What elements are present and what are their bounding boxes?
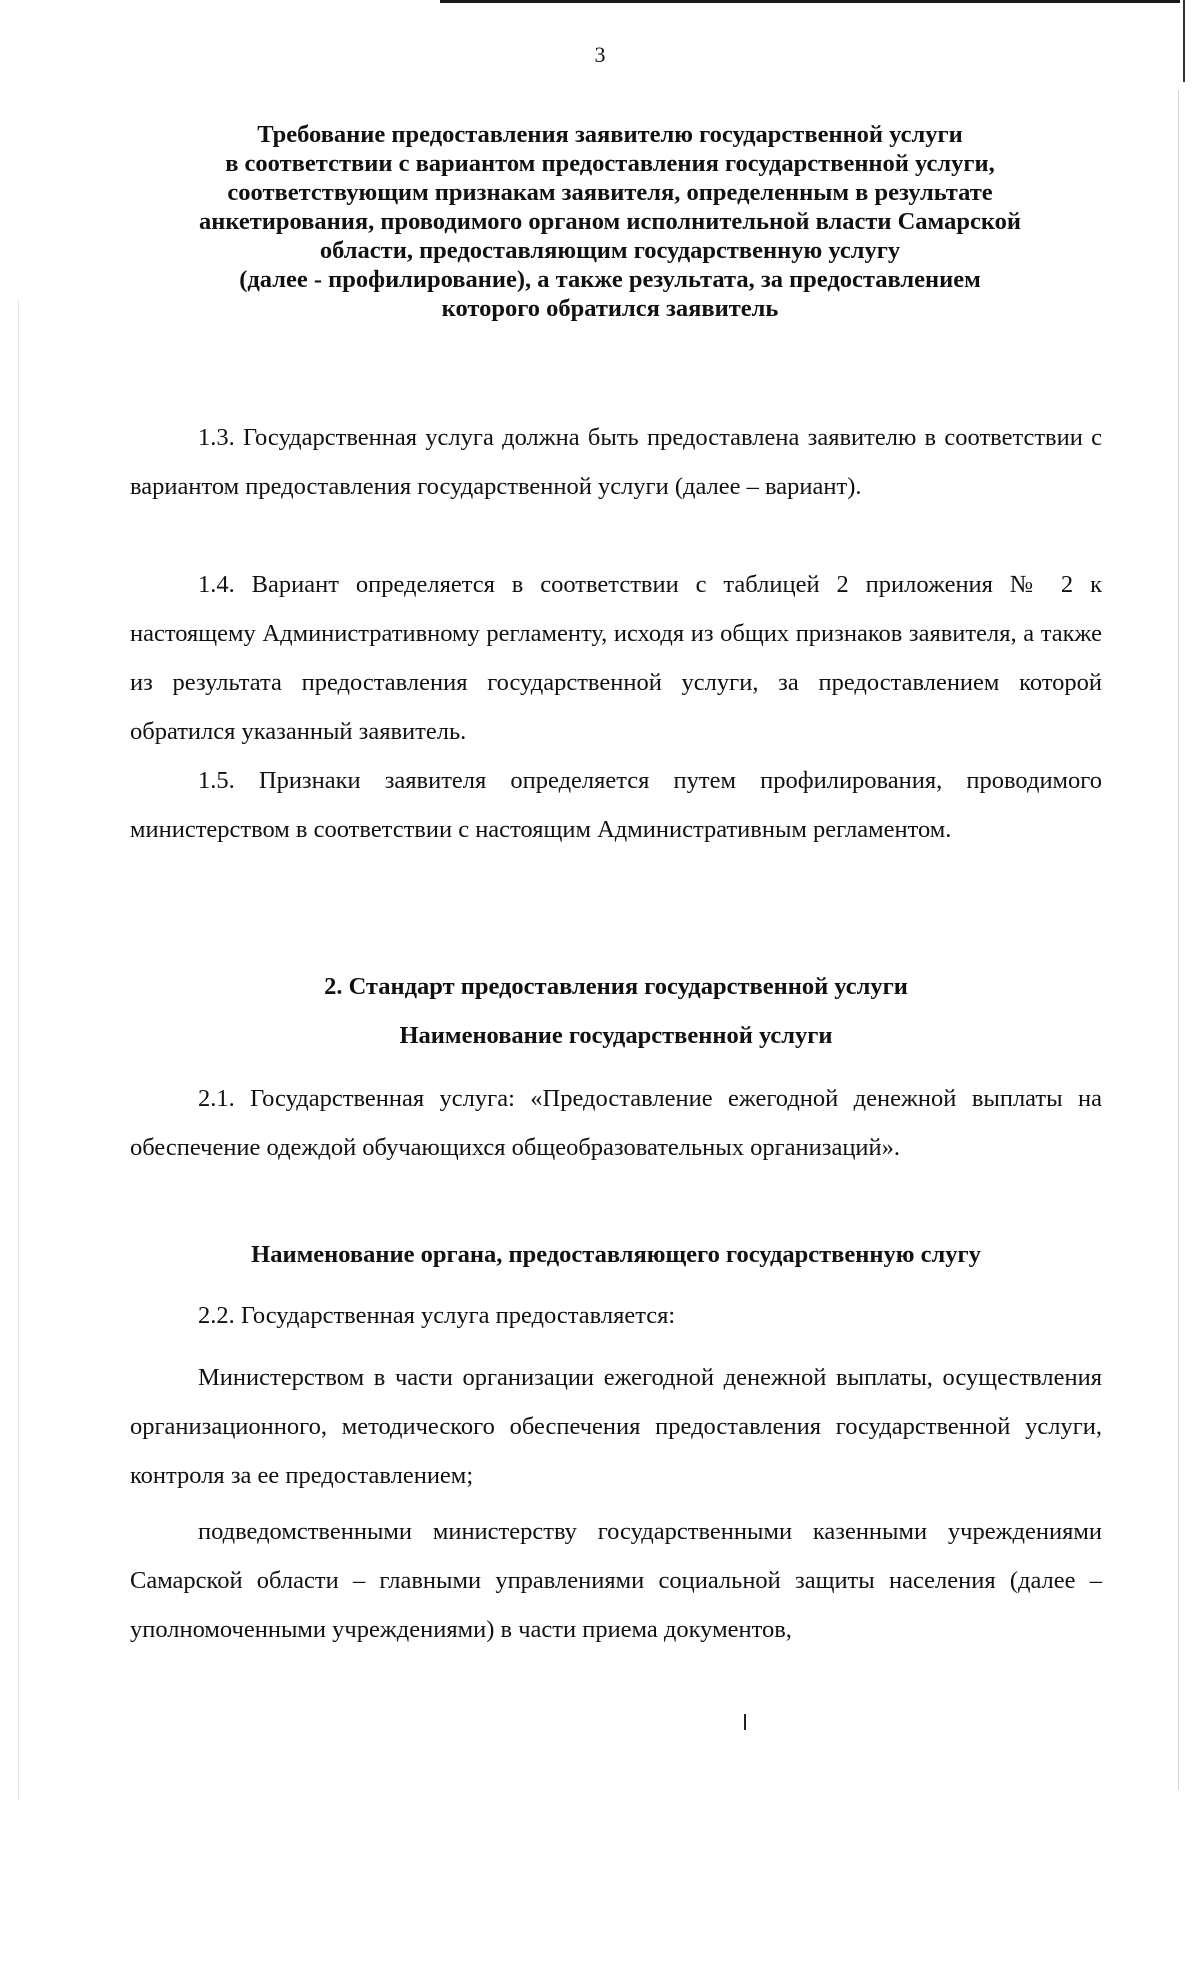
scan-mark (744, 1714, 746, 1730)
paragraph-subordinate: подведомственными министерству государственными казенными учреждениями Самарской области – главными управлениями социальной защиты населения (далее – уполномоченными учреждениями) в части приема документов, (130, 1518, 1102, 1643)
title-line: анкетирования, проводимого органом исполнительной власти Самарской (198, 208, 1021, 235)
title-line: которого обратился заявитель (441, 295, 779, 322)
paragraph-2-1: 2.1. Государственная услуга: «Предоставление ежегодной денежной выплаты на обеспечение одеждой обучающихся общеобразовательных организаций». (130, 1085, 1102, 1161)
paragraph-ministry: Министерством в части организации ежегодной денежной выплаты, осуществления организационного, методического обеспечения предоставления государственной услуги, контроля за ее предоставлением; (130, 1364, 1102, 1489)
paragraph-1-3: 1.3. Государственная услуга должна быть предоставлена заявителю в соответствии с вариантом предоставления государственной услуги (далее – вариант). (130, 424, 1102, 500)
scan-edge-right (1178, 90, 1179, 1790)
paragraph-1-4: 1.4. Вариант определяется в соответствии с таблицей 2 приложения № 2 к настоящему Административному регламенту, исходя из общих признаков заявителя, а также из результата предоставления государственной услуги, за предоставлением которой обратился указанный заявитель. (130, 571, 1102, 745)
service-name-heading: Наименование государственной услуги (399, 1022, 833, 1049)
scan-edge-left (18, 300, 19, 1800)
document-title (130, 120, 1090, 323)
title-line: области, предоставляющим государственную услугу (319, 237, 901, 264)
right-border-line (1183, 0, 1185, 82)
title-line: в соответствии с вариантом предоставления государственной услуги, (225, 150, 995, 177)
organ-name-heading: Наименование органа, предоставляющего государственную слугу (251, 1241, 981, 1268)
title-line: (далее - профилирование), а также результата, за предоставлением (239, 266, 981, 293)
title-line: Требование предоставления заявителю государственной услуги (257, 121, 963, 148)
paragraph-2-2: 2.2. Государственная услуга предоставляется: (198, 1302, 676, 1329)
section-2-heading: 2. Стандарт предоставления государственной услуги (324, 973, 908, 1000)
top-border-line (440, 0, 1180, 3)
paragraph-1-5: 1.5. Признаки заявителя определяется путем профилирования, проводимого министерством в соответствии с настоящим Административным регламентом. (130, 767, 1102, 843)
page-number: 3 (594, 42, 606, 67)
title-line: соответствующим признакам заявителя, определенным в результате (227, 179, 993, 206)
